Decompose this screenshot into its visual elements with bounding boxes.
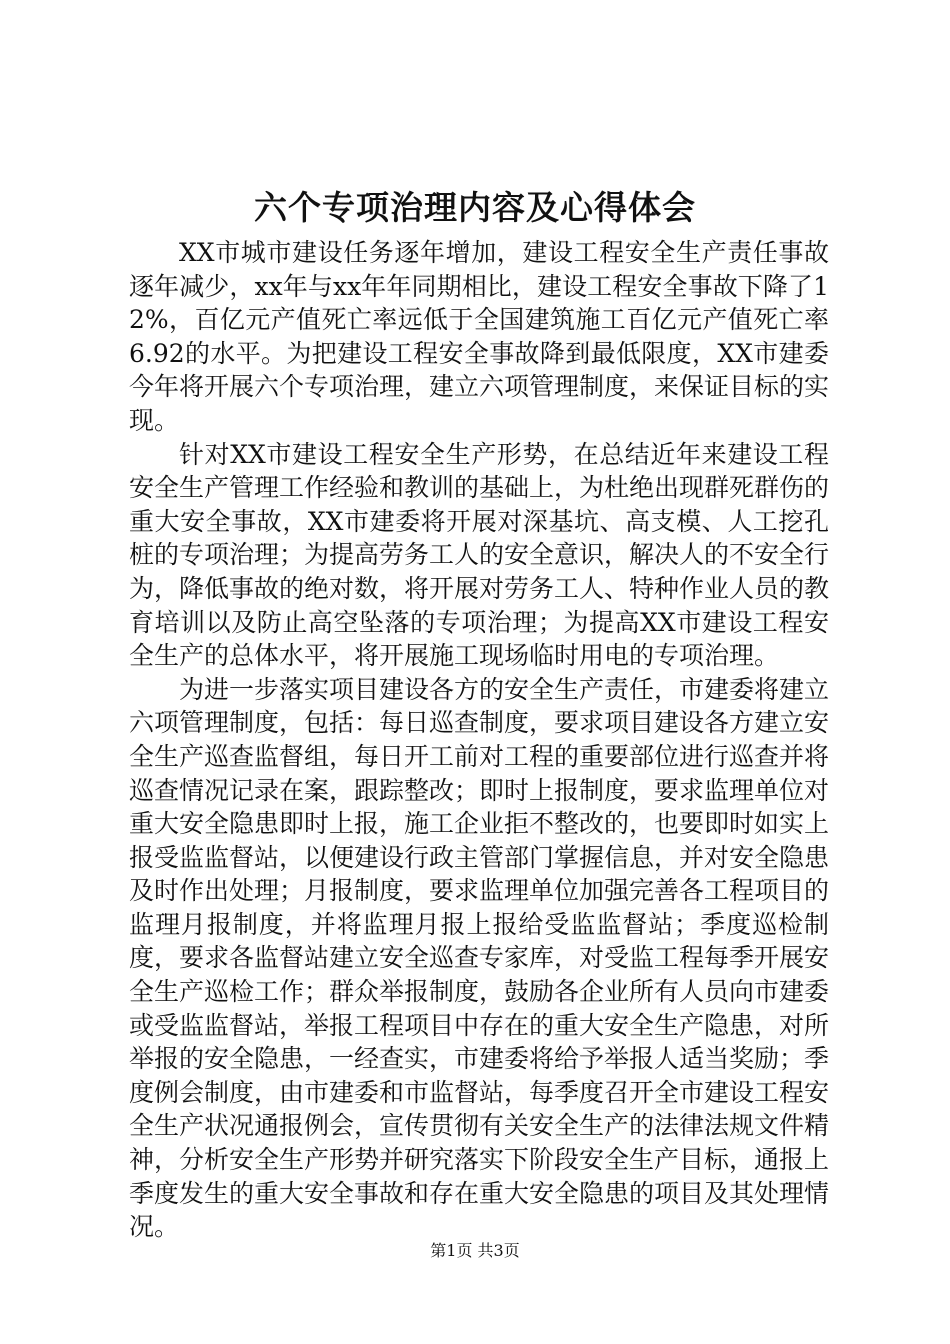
page-number: 第1页 共3页 <box>430 1241 520 1260</box>
paragraph-3: 为进一步落实项目建设各方的安全生产责任，市建委将建立六项管理制度，包括：每日巡查制度，要求项目建设各方建立安全生产巡查监督组，每日开工前对工程的重要部位进行巡查并将巡查情况记录在案，跟踪整改；即时上报制度，要求监理单位对重大安全隐患即时上报，施工企业拒不整改的，也要即时如实上报受监监督站，以便建设行政主管部门掌握信息，并对安全隐患及时作出处理；月报制度，要求监理单位加强完善各工程项目的监理月报制度，并将监理月报上报给受监监督站；季度巡检制度，要求各监督站建立安全巡查专家库，对受监工程每季开展安全生产巡检工作；群众举报制度，鼓励各企业所有人员向市建委或受监监督站，举报工程项目中存在的重大安全生产隐患，对所举报的安全隐患，一经查实，市建委将给予举报人适当奖励；季度例会制度，由市建委和市监督站，每季度召开全市建设工程安全生产状况通报例会，宣传贯彻有关安全生产的法律法规文件精神，分析安全生产形势并研究落实下阶段安全生产目标，通报上季度发生的重大安全事故和存在重大安全隐患的项目及其处理情况。 <box>129 674 830 1242</box>
paragraph-1: XX市城市建设任务逐年增加，建设工程安全生产责任事故逐年减少，xx年与xx年年同期相比，建设工程安全事故下降了12%，百亿元产值死亡率远低于全国建筑施工百亿元产值死亡率6.92的水平。为把建设工程安全事故降到最低限度，XX市建委今年将开展六个专项治理，建立六项管理制度，来保证目标的实现。 <box>129 238 830 435</box>
document-body <box>129 236 829 1244</box>
page-footer <box>0 1240 950 1262</box>
document-title: 六个专项治理内容及心得体会 <box>254 188 696 227</box>
paragraph-2: 针对XX市建设工程安全生产形势，在总结近年来建设工程安全生产管理工作经验和教训的基础上，为杜绝出现群死群伤的重大安全事故，XX市建委将开展对深基坑、高支模、人工挖孔桩的专项治理；为提高劳务工人的安全意识，解决人的不安全行为，降低事故的绝对数，将开展对劳务工人、特种作业人员的教育培训以及防止高空坠落的专项治理；为提高XX市建设工程安全生产的总体水平，将开展施工现场临时用电的专项治理。 <box>129 439 830 671</box>
